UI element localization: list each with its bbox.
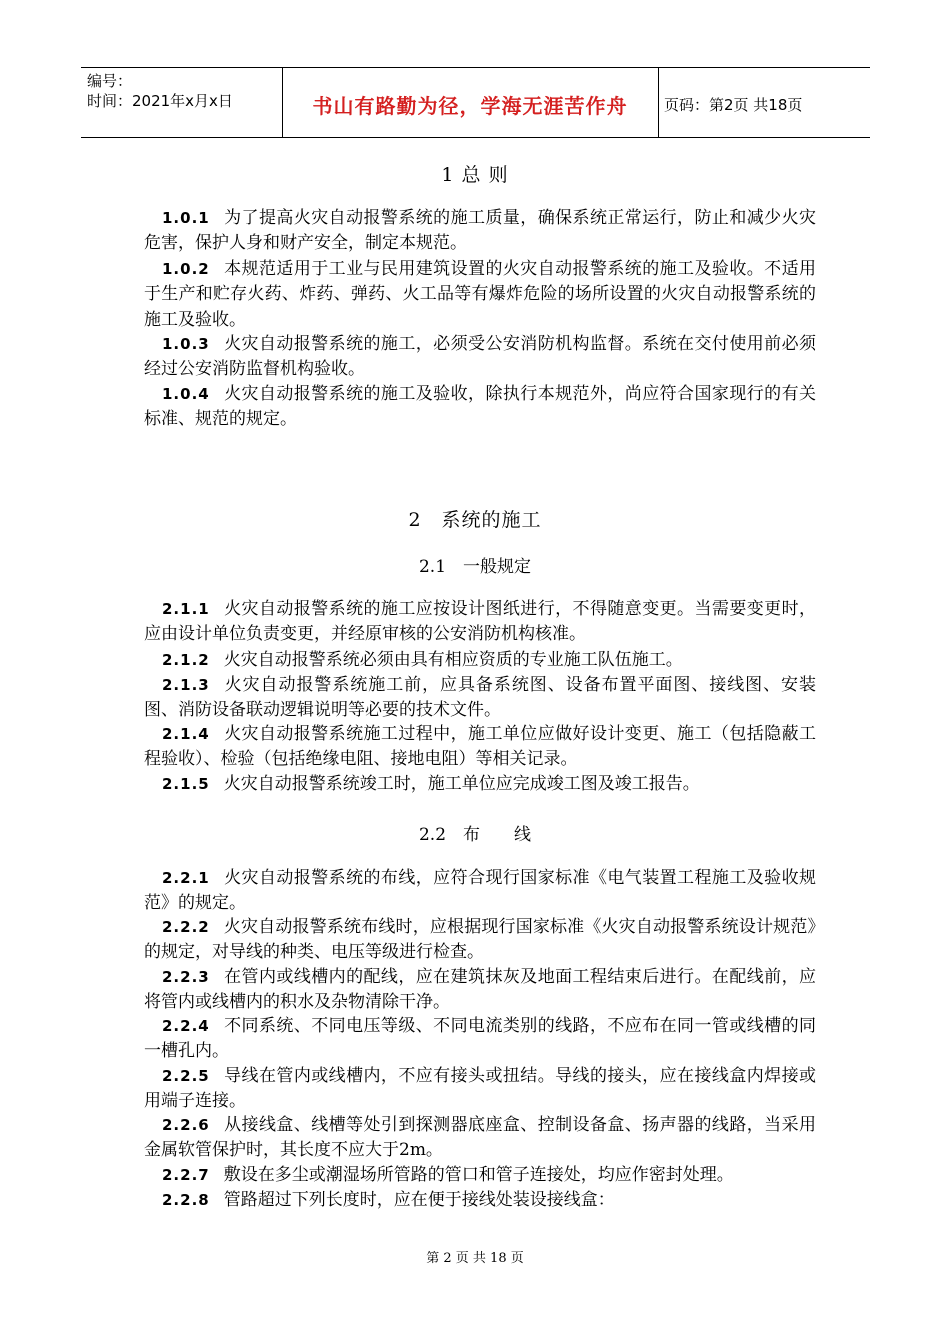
clause-number: 1.0.1 <box>162 209 210 227</box>
clause-2-2-2 <box>144 915 816 966</box>
document-header <box>81 67 870 138</box>
clause-1-0-1 <box>144 206 816 257</box>
clause-number: 2.2.6 <box>162 1116 210 1134</box>
clause-2-2-4 <box>144 1014 816 1065</box>
clause-1-0-4 <box>144 382 816 433</box>
section-1-title: 1 总 则 <box>441 164 509 186</box>
clause-text: 火灾自动报警系统布线时，应根据现行国家标准《火灾自动报警系统设计规范》的规定，对导线的种类、电压等级进行检查。 <box>144 917 816 963</box>
header-divider <box>658 68 659 137</box>
clause-text: 火灾自动报警系统必须由具有相应资质的专业施工队伍施工。 <box>223 650 683 670</box>
date-label: 时间：2021年x月x日 <box>87 92 233 110</box>
header-motto: 书山有路勤为径，学海无涯苦作舟 <box>312 94 628 118</box>
clause-number: 1.0.3 <box>162 335 210 353</box>
page-footer: 第 2 页 共 18 页 <box>426 1251 524 1266</box>
section-2-2-title: 2.2 布 线 <box>418 825 532 845</box>
clause-text: 火灾自动报警系统的施工及验收，除执行本规范外，尚应符合国家现行的有关标准、规范的规定。 <box>144 384 816 430</box>
clause-number: 1.0.4 <box>162 385 210 403</box>
clause-text: 火灾自动报警系统的布线，应符合现行国家标准《电气装置工程施工及验收规范》的规定。 <box>144 868 816 914</box>
clause-text: 火灾自动报警系统施工前，应具备系统图、设备布置平面图、接线图、安装图、消防设备联动逻辑说明等必要的技术文件。 <box>144 675 816 721</box>
header-divider <box>282 68 283 137</box>
clause-number: 2.2.7 <box>162 1166 210 1184</box>
clause-2-1-1 <box>144 597 816 648</box>
clause-text: 不同系统、不同电压等级、不同电流类别的线路，不应布在同一管或线槽的同一槽孔内。 <box>144 1016 816 1062</box>
clause-number: 2.2.8 <box>162 1191 210 1209</box>
clause-2-1-3 <box>144 673 816 724</box>
clause-text: 为了提高火灾自动报警系统的施工质量，确保系统正常运行，防止和减少火灾危害，保护人身和财产安全，制定本规范。 <box>144 208 816 254</box>
clause-2-2-7 <box>144 1163 816 1188</box>
clause-text: 在管内或线槽内的配线，应在建筑抹灰及地面工程结束后进行。在配线前，应将管内或线槽内的积水及杂物清除干净。 <box>144 967 816 1013</box>
clause-number: 2.2.2 <box>162 918 210 936</box>
clause-2-2-8 <box>144 1188 816 1213</box>
clause-number: 2.2.3 <box>162 968 210 986</box>
header-page-info: 页码：第2页 共18页 <box>664 96 803 114</box>
clause-number: 2.2.5 <box>162 1067 210 1085</box>
header-meta <box>87 71 233 111</box>
clause-number: 2.1.2 <box>162 651 210 669</box>
clause-text: 从接线盒、线槽等处引到探测器底座盒、控制设备盒、扬声器的线路，当采用金属软管保护时，其长度不应大于2m。 <box>144 1115 816 1161</box>
clause-text: 火灾自动报警系统的施工，必须受公安消防机构监督。系统在交付使用前必须经过公安消防监督机构验收。 <box>144 334 816 380</box>
clause-text: 本规范适用于工业与民用建筑设置的火灾自动报警系统的施工及验收。不适用于生产和贮存火药、炸药、弹药、火工品等有爆炸危险的场所设置的火灾自动报警系统的施工及验收。 <box>144 259 816 330</box>
clause-number: 1.0.2 <box>162 260 210 278</box>
clause-number: 2.1.4 <box>162 725 210 743</box>
clause-text: 敷设在多尘或潮湿场所管路的管口和管子连接处，均应作密封处理。 <box>223 1165 734 1185</box>
clause-text: 火灾自动报警系统的施工应按设计图纸进行，不得随意变更。当需要变更时，应由设计单位负责变更，并经原审核的公安消防机构核准。 <box>144 599 816 645</box>
section-2-1-title: 2.1 一般规定 <box>418 557 532 577</box>
clause-number: 2.2.1 <box>162 869 210 887</box>
clause-2-1-2 <box>144 648 816 673</box>
code-label: 编号： <box>87 72 133 90</box>
clause-1-0-3 <box>144 332 816 383</box>
clause-number: 2.1.5 <box>162 775 210 793</box>
clause-2-2-6 <box>144 1113 816 1164</box>
clause-number: 2.1.3 <box>162 676 210 694</box>
clause-2-2-5 <box>144 1064 816 1115</box>
clause-2-1-5 <box>144 772 816 797</box>
section-2-title: 2 系统的施工 <box>408 509 542 531</box>
clause-text: 管路超过下列长度时，应在便于接线处装设接线盒： <box>223 1190 615 1210</box>
clause-2-2-3 <box>144 965 816 1016</box>
clause-2-1-4 <box>144 722 816 773</box>
clause-text: 火灾自动报警系统施工过程中，施工单位应做好设计变更、施工（包括隐蔽工程验收）、检验（包括绝缘电阻、接地电阻）等相关记录。 <box>144 724 816 770</box>
clause-number: 2.1.1 <box>162 600 210 618</box>
clause-number: 2.2.4 <box>162 1017 210 1035</box>
clause-1-0-2 <box>144 257 816 333</box>
clause-text: 导线在管内或线槽内，不应有接头或扭结。导线的接头，应在接线盒内焊接或用端子连接。 <box>144 1066 816 1112</box>
clause-text: 火灾自动报警系统竣工时，施工单位应完成竣工图及竣工报告。 <box>223 774 700 794</box>
clause-2-2-1 <box>144 866 816 917</box>
